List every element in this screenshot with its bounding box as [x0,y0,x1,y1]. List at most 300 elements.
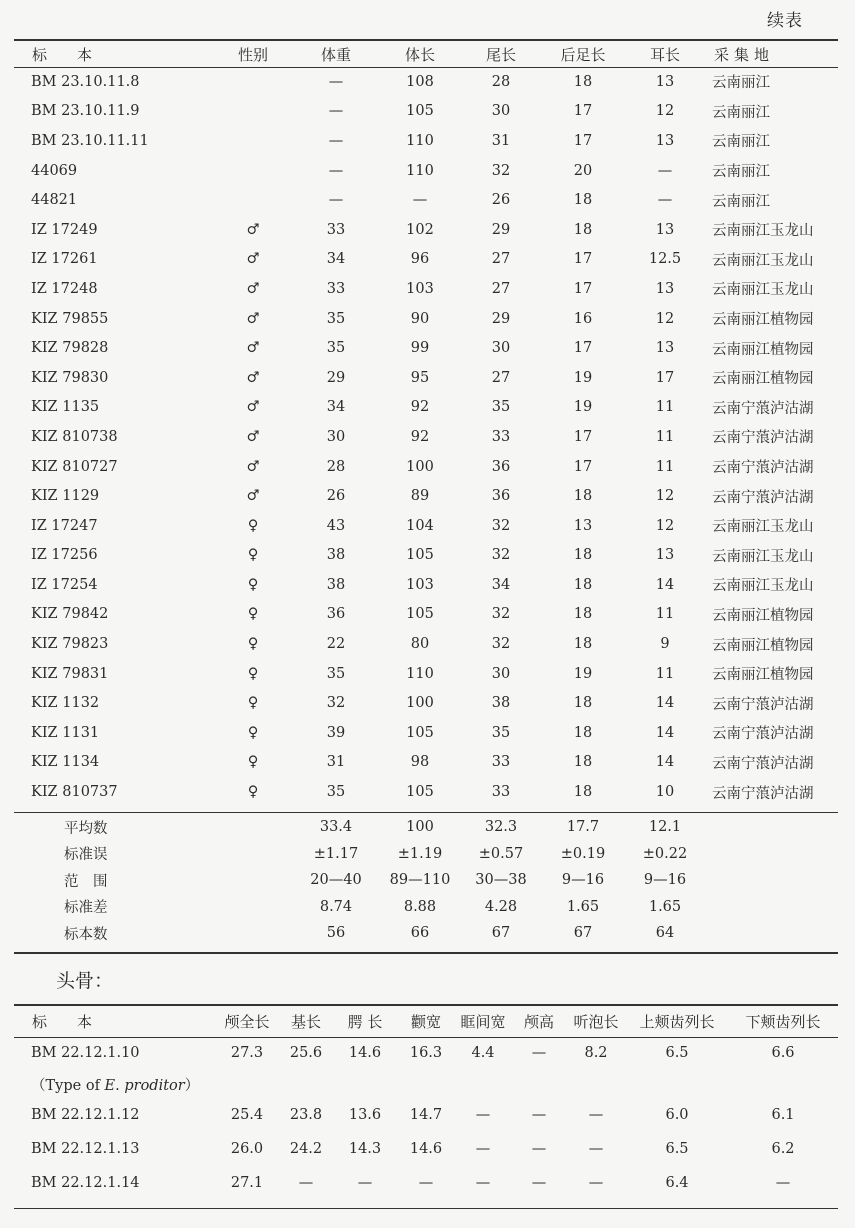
locality: 云南宁蒗泸沽湖 [712,755,814,772]
tail-length: 27 [491,369,511,386]
skull-value: 6.0 [665,1107,689,1123]
ear-length: 13 [655,132,675,149]
body-length: 90 [410,310,430,327]
skull-value: — [475,1175,491,1191]
ear-length: 13 [655,280,675,297]
body-length: 98 [410,754,430,771]
skull-column-header: 颧宽 [410,1012,441,1031]
sex-symbol: ♀ [247,724,259,741]
table-row [14,541,838,571]
sex-symbol: ♂ [246,369,260,386]
sex-symbol [214,67,292,97]
ear-length: 13 [655,73,675,90]
skull-value: 27.3 [230,1045,264,1061]
hind-foot-length: 18 [573,695,593,712]
body-length: 99 [410,340,430,357]
hind-foot-length: 17 [573,428,593,445]
locality: 云南丽江植物园 [712,341,814,358]
ear-length: 14 [655,695,675,712]
ear-length: 11 [655,428,675,445]
specimen-id: KIZ 810737 [31,784,118,801]
stat-value: 56 [326,925,346,942]
skull-value: — [475,1107,491,1123]
table-row [14,422,838,452]
skull-value: 4.4 [471,1045,495,1061]
hind-foot-length: 18 [573,606,593,623]
skull-measurements-table [14,1006,838,1200]
skull-value: — [475,1141,491,1157]
sex-symbol [214,126,292,156]
skull-value: 6.4 [665,1175,689,1191]
tail-length: 31 [491,132,511,149]
stat-label: 范 围 [64,873,108,890]
tail-length: 35 [491,724,511,741]
hind-foot-length: 18 [573,754,593,771]
empty-cell [706,920,838,947]
locality: 云南丽江 [712,134,770,151]
locality: 云南丽江 [712,75,770,92]
stats-bottom-rule [14,952,838,954]
table-row [14,570,838,600]
hind-foot-length: 18 [573,221,593,238]
summary-statistics-table [14,814,838,947]
tail-length: 29 [491,221,511,238]
body-length: 108 [406,73,434,90]
stat-row [14,920,838,947]
sex-symbol: ♀ [247,636,259,653]
data-bottom-rule [14,812,838,813]
stat-value: 4.28 [484,898,518,915]
type-note-genus: E [104,1077,116,1094]
table-row [14,333,838,363]
skull-value: — [298,1175,314,1191]
column-header: 后足长 [560,45,606,64]
skull-value: — [531,1175,547,1191]
hind-foot-length: 17 [573,132,593,149]
body-table-header [14,41,838,67]
tail-length: 32 [491,517,511,534]
skull-row [14,1098,838,1132]
specimen-id: BM 23.10.11.8 [31,73,140,90]
table-row [14,600,838,630]
skull-value: 6.2 [771,1141,795,1157]
skull-value: 14.6 [409,1141,443,1157]
body-weight: 39 [326,724,346,741]
skull-column-header: 基长 [290,1012,321,1031]
locality: 云南宁蒗泸沽湖 [712,400,814,417]
stat-value: 20—40 [310,872,362,889]
stat-value: 1.65 [566,898,600,915]
ear-length: 13 [655,221,675,238]
body-length: 95 [410,369,430,386]
locality: 云南丽江玉龙山 [712,578,814,595]
tail-length: 32 [491,547,511,564]
body-length: 105 [406,606,434,623]
stat-value: 67 [573,925,593,942]
tail-length: 30 [491,665,511,682]
ear-length: 14 [655,754,675,771]
skull-value: 24.2 [289,1141,323,1157]
skull-value: — [531,1141,547,1157]
type-note-prefix: （Type of [31,1077,105,1094]
specimen-id: KIZ 1134 [31,754,100,771]
ear-length: 14 [655,576,675,593]
tail-length: 30 [491,340,511,357]
stat-value: 64 [655,925,675,942]
column-header: 耳长 [649,45,680,64]
stat-row [14,894,838,921]
specimen-id: KIZ 1129 [31,488,100,505]
skull-value: 25.6 [289,1045,323,1061]
hind-foot-length: 18 [573,547,593,564]
ear-length: 10 [655,784,675,801]
hind-foot-length: 19 [573,369,593,386]
sex-symbol [214,185,292,215]
ear-length: 12 [655,488,675,505]
ear-length: 13 [655,547,675,564]
sex-symbol: ♂ [246,280,260,297]
stat-value: 66 [410,925,430,942]
body-length: 105 [406,724,434,741]
locality: 云南丽江玉龙山 [712,223,814,240]
body-weight: 43 [326,517,346,534]
tail-length: 29 [491,310,511,327]
table-row [14,274,838,304]
locality: 云南丽江植物园 [712,637,814,654]
table-row [14,659,838,689]
body-length: 80 [410,636,430,653]
tail-length: 28 [491,73,511,90]
skull-value: 8.2 [584,1045,608,1061]
body-weight: 33 [326,280,346,297]
type-note [14,1070,838,1098]
table-row [14,97,838,127]
table-row [14,629,838,659]
hind-foot-length: 18 [573,636,593,653]
tail-length: 34 [491,576,511,593]
specimen-id: IZ 17249 [31,221,98,238]
ear-length: 12 [655,517,675,534]
body-length: 96 [410,251,430,268]
skull-row [14,1166,838,1200]
tail-length: 26 [491,192,511,209]
skull-value: — [418,1175,434,1191]
stat-value: 8.88 [403,898,437,915]
column-header: 体重 [320,45,351,64]
tail-length: 38 [491,695,511,712]
tail-length: 32 [491,606,511,623]
hind-foot-length: 18 [573,73,593,90]
skull-bottom-rule [14,1208,838,1209]
skull-value: — [588,1175,604,1191]
tail-length: 30 [491,103,511,120]
tail-length: 27 [491,251,511,268]
skull-column-header: 听泡长 [573,1012,619,1031]
table-row [14,156,838,186]
body-weight: 38 [326,547,346,564]
body-weight: 35 [326,310,346,327]
body-length: 110 [406,665,434,682]
ear-length: — [657,192,673,209]
skull-column-header: 颅高 [523,1012,554,1031]
specimen-id: KIZ 79842 [31,606,109,623]
table-row [14,363,838,393]
specimen-id: KIZ 79831 [31,665,109,682]
locality: 云南丽江玉龙山 [712,548,814,565]
specimen-id: KIZ 1132 [31,695,100,712]
body-weight: — [328,103,344,120]
locality: 云南丽江植物园 [712,371,814,388]
body-length: — [412,192,428,209]
type-note-row [14,1070,838,1098]
specimen-id: IZ 17261 [31,251,98,268]
empty-cell [706,894,838,921]
hind-foot-length: 18 [573,576,593,593]
skull-column-header: 上颊齿列长 [639,1012,715,1031]
skull-row [14,1132,838,1166]
empty-cell [706,814,838,841]
skull-value: 23.8 [289,1107,323,1123]
body-length: 110 [406,162,434,179]
skull-value: — [588,1107,604,1123]
locality: 云南宁蒗泸沽湖 [712,489,814,506]
locality: 云南丽江植物园 [712,607,814,624]
stat-value: 67 [491,925,511,942]
table-row [14,481,838,511]
tail-length: 32 [491,636,511,653]
sex-symbol: ♀ [247,576,259,593]
skull-value: 6.6 [771,1045,795,1061]
ear-length: 9 [660,636,670,653]
specimen-id: BM 22.12.1.13 [31,1141,140,1157]
stat-value: ±0.19 [560,845,606,862]
hind-foot-length: 17 [573,103,593,120]
stat-row [14,841,838,868]
skull-value: 14.3 [348,1141,382,1157]
hind-foot-length: 17 [573,458,593,475]
skull-value: 14.7 [409,1107,443,1123]
body-length: 110 [406,132,434,149]
ear-length: 11 [655,606,675,623]
body-length: 105 [406,784,434,801]
table-row [14,688,838,718]
body-weight: 34 [326,251,346,268]
sex-symbol: ♂ [246,340,260,357]
ear-length: 14 [655,724,675,741]
hind-foot-length: 19 [573,399,593,416]
specimen-id: KIZ 79823 [31,636,109,653]
table-row [14,304,838,334]
sex-symbol: ♂ [246,428,260,445]
specimen-id: KIZ 1131 [31,724,100,741]
locality: 云南宁蒗泸沽湖 [712,430,814,447]
body-weight: 26 [326,488,346,505]
hind-foot-length: 16 [573,310,593,327]
ear-length: 11 [655,399,675,416]
ear-length: 13 [655,340,675,357]
sex-symbol [214,97,292,127]
tail-length: 35 [491,399,511,416]
specimen-id: BM 22.12.1.14 [31,1175,140,1191]
locality: 云南丽江植物园 [712,667,814,684]
body-length: 105 [406,103,434,120]
ear-length: 11 [655,458,675,475]
skull-value: 26.0 [230,1141,264,1157]
empty-cell [706,867,838,894]
stat-value: 32.3 [484,819,518,836]
stat-value: ±1.17 [313,845,359,862]
specimen-id: 44821 [31,192,78,209]
locality: 云南丽江植物园 [712,312,814,329]
specimen-id: KIZ 1135 [31,399,100,416]
stat-value: 100 [406,819,434,836]
skull-value: 6.1 [771,1107,795,1123]
locality: 云南丽江 [712,164,770,181]
specimen-id: KIZ 79828 [31,340,109,357]
skull-value: 6.5 [665,1045,689,1061]
hind-foot-length: 13 [573,517,593,534]
sex-symbol: ♀ [247,547,259,564]
stat-value: 1.65 [648,898,682,915]
sex-symbol: ♀ [247,695,259,712]
ear-length: 12 [655,103,675,120]
table-row [14,777,838,807]
locality: 云南丽江 [712,193,770,210]
specimen-id: IZ 17256 [31,547,98,564]
body-weight: 35 [326,784,346,801]
locality: 云南宁蒗泸沽湖 [712,726,814,743]
skull-value: — [357,1175,373,1191]
stat-label: 平均数 [64,820,108,837]
table-row [14,452,838,482]
column-header: 尾长 [485,45,516,64]
tail-length: 32 [491,162,511,179]
tail-length: 36 [491,488,511,505]
sex-symbol: ♂ [246,488,260,505]
stat-value: 9—16 [643,872,687,889]
skull-section-heading: 头骨： [56,970,114,992]
body-length: 100 [406,458,434,475]
specimen-id: IZ 17248 [31,280,98,297]
ear-length: 11 [655,665,675,682]
locality: 云南丽江玉龙山 [712,519,814,536]
specimen-id: KIZ 79855 [31,310,109,327]
hind-foot-length: 19 [573,665,593,682]
stat-value: 9—16 [561,872,605,889]
specimen-id: IZ 17247 [31,517,98,534]
hind-foot-length: 17 [573,280,593,297]
specimen-id: KIZ 79830 [31,369,109,386]
specimen-id: BM 23.10.11.11 [31,132,149,149]
stat-value: ±1.19 [397,845,443,862]
skull-column-header: 下颊齿列长 [745,1012,821,1031]
specimen-id: BM 23.10.11.9 [31,103,140,120]
column-header: 标本 [32,45,123,64]
tail-length: 36 [491,458,511,475]
body-weight: 35 [326,665,346,682]
hind-foot-length: 18 [573,192,593,209]
tail-length: 33 [491,784,511,801]
hind-foot-length: 20 [573,162,593,179]
body-weight: 30 [326,428,346,445]
body-length: 92 [410,428,430,445]
stat-value: 33.4 [319,819,353,836]
body-measurements-table [14,41,838,807]
stat-label: 标准差 [64,900,108,917]
table-row [14,748,838,778]
skull-column-header: 标本 [32,1012,123,1031]
locality: 云南宁蒗泸沽湖 [712,696,814,713]
sex-symbol: ♂ [246,310,260,327]
locality: 云南丽江玉龙山 [712,282,814,299]
stat-value: 30—38 [475,872,527,889]
table-row [14,393,838,423]
specimen-id: BM 22.12.1.12 [31,1107,140,1123]
hind-foot-length: 17 [573,251,593,268]
sex-symbol: ♂ [246,221,260,238]
sex-symbol: ♂ [246,399,260,416]
ear-length: 12.5 [648,251,682,268]
locality: 云南宁蒗泸沽湖 [712,785,814,802]
sex-symbol: ♀ [247,517,259,534]
skull-column-header: 颅全长 [224,1012,270,1031]
tail-length: 33 [491,754,511,771]
stat-value: ±0.57 [478,845,524,862]
skull-value: 27.1 [230,1175,264,1191]
sex-symbol [214,156,292,186]
continued-label: 续表 [767,11,803,31]
table-row [14,126,838,156]
specimen-id: KIZ 810738 [31,428,118,445]
sex-symbol: ♀ [247,665,259,682]
body-weight: 32 [326,695,346,712]
body-weight: 38 [326,576,346,593]
locality: 云南宁蒗泸沽湖 [712,460,814,477]
specimen-id: BM 22.12.1.10 [31,1045,140,1061]
table-row [14,67,838,97]
hind-foot-length: 18 [573,724,593,741]
body-weight: — [328,132,344,149]
skull-value: 16.3 [409,1045,443,1061]
body-weight: 29 [326,369,346,386]
body-length: 100 [406,695,434,712]
skull-value: 6.5 [665,1141,689,1157]
sex-symbol: ♂ [246,251,260,268]
body-length: 89 [410,488,430,505]
stat-value: 17.7 [566,819,600,836]
stat-value: ±0.22 [642,845,688,862]
ear-length: — [657,162,673,179]
tail-length: 27 [491,280,511,297]
table-row [14,245,838,275]
table-row [14,185,838,215]
stat-row [14,867,838,894]
stat-value: 89—110 [389,872,451,889]
body-length: 105 [406,547,434,564]
body-weight: — [328,162,344,179]
skull-value: — [588,1141,604,1157]
skull-value: — [531,1045,547,1061]
hind-foot-length: 18 [573,784,593,801]
stat-label: 标本数 [64,926,108,943]
body-weight: 33 [326,221,346,238]
body-length: 103 [406,280,434,297]
body-weight: 34 [326,399,346,416]
table-row [14,215,838,245]
body-weight: 22 [326,636,346,653]
stat-value: 8.74 [319,898,353,915]
type-note-species: proditor [124,1077,185,1094]
